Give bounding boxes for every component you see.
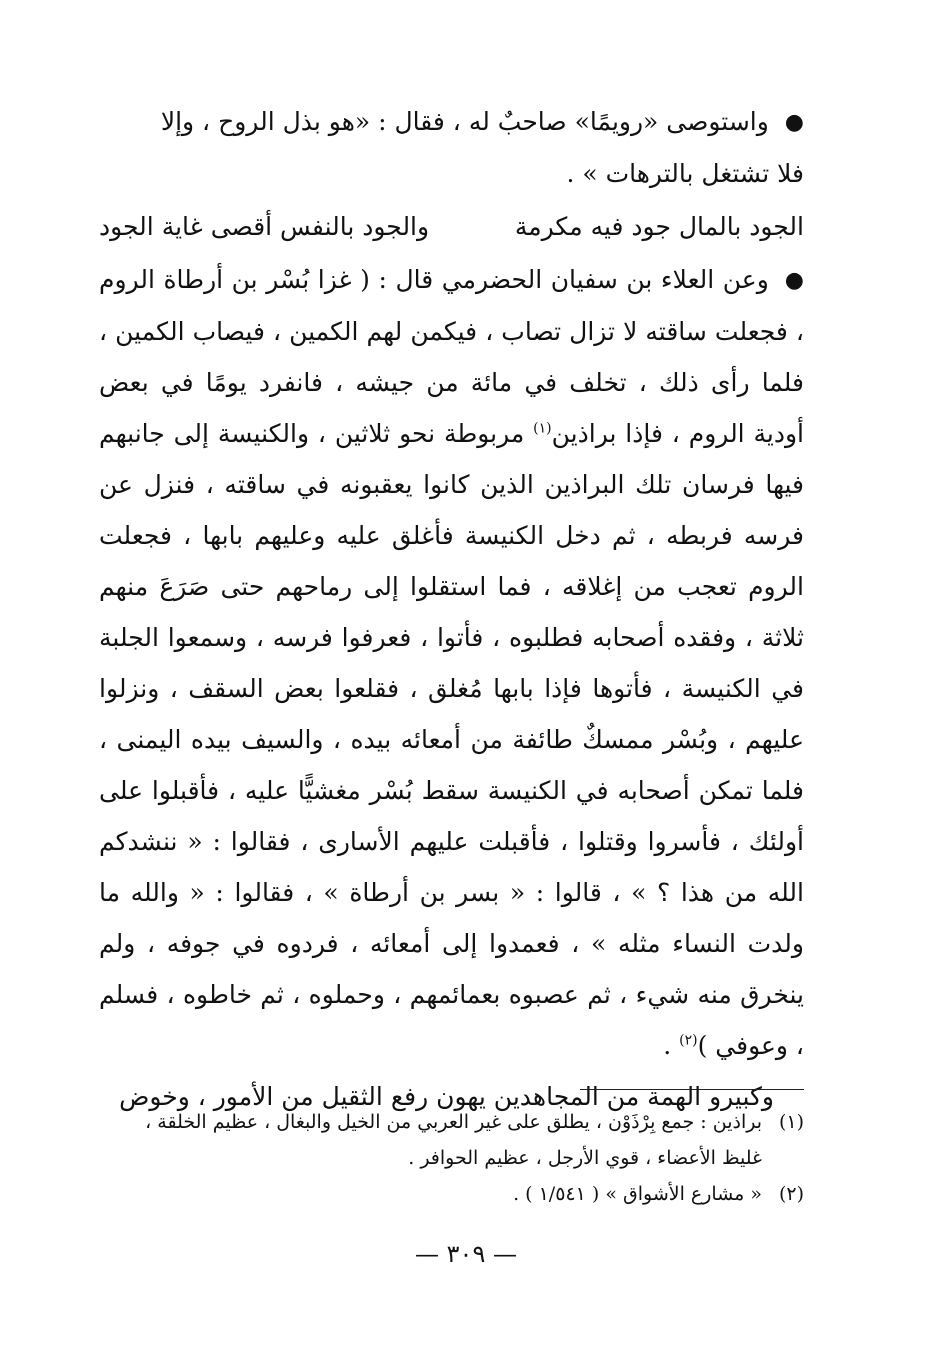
poem-verse xyxy=(99,201,804,252)
bullet-icon: ● xyxy=(784,268,804,293)
footnote-1-line-1: براذين : جمع بِرْذَوْن ، يطلق على غير العربي من الخيل والبغال ، عظيم الخلقة ، xyxy=(145,1111,762,1133)
footnote-2 xyxy=(99,1176,804,1212)
footnote-ref-2[interactable]: (٢) xyxy=(679,1032,698,1049)
footnote-divider xyxy=(580,1089,804,1090)
poem-first-hemistich: الجود بالمال جود فيه مكرمة xyxy=(514,212,804,241)
footnote-1-number: (١) xyxy=(778,1111,804,1133)
footnote-1-line-2: غليظ الأعضاء ، قوي الأرجل ، عظيم الحوافر . xyxy=(408,1147,762,1169)
footnote-1 xyxy=(99,1104,804,1140)
paragraph-3-line: وكبيرو الهمة من المجاهدين يهون رفع الثقيل من الأمور ، وخوض xyxy=(119,1082,774,1111)
paragraph-2-text-a: وعن العلاء بن سفيان الحضرمي قال : ( غزا بُسْر بن أرطاة الروم ، فجعلت ساقته لا تزال تصاب ، فيكمن لهم الكمين ، فيصاب الكمين ، فلما رأى ذلك ، تخلف في مائة من جيشه ، فانفرد يومًا في بعض أودية الروم ، فإذا براذين xyxy=(99,265,804,448)
footnote-ref-1[interactable]: (١) xyxy=(533,420,552,437)
paragraph-1 xyxy=(99,96,804,199)
paragraph-1-line-1: واستوصى «رويمًا» صاحبٌ له ، فقال : «هو بذل الروح ، وإلا xyxy=(160,107,769,136)
paragraph-2-end: . xyxy=(663,1031,680,1060)
paragraph-1-line-2: فلا تشتغل بالترهات » . xyxy=(566,159,804,188)
footnote-2-number: (٢) xyxy=(778,1183,804,1205)
paragraph-2-text-b: مربوطة نحو ثلاثين ، والكنيسة إلى جانبهم فيها فرسان تلك البراذين الذين كانوا يعقبونه في ساقته ، فنزل عن فرسه فربطه ، ثم دخل الكنيسة فأغلق عليه وعليهم بابها ، فجعلت الروم تعجب من إغلاقه ، فما استقلوا إلى رماحهم حتى صَرَعَ منهم ثلاثة ، وفقده أصحابه فطلبوه ، فأتوا ، فعرفوا فرسه ، وسمعوا الجلبة في الكنيسة ، فأتوها فإذا بابها مُغلق ، فقلعوا بعض السقف ، ونزلوا عليهم ، وبُسْر ممسكٌ طائفة من أمعائه بيده ، والسيف بيده اليمنى ، فلما تمكن أصحابه في الكنيسة سقط بُسْر مغشيًّا عليه ، فأقبلوا على أولئك ، فأسروا وقتلوا ، فأقبلت عليهم الأسارى ، فقالوا : « ننشدكم الله من هذا ؟ » ، قالوا : « بسر بن أرطاة » ، فقالوا : « والله ما ولدت النساء مثله » ، فعمدوا إلى أمعائه ، فردوه في جوفه ، ولم ينخرق منه شيء ، ثم عصبوه بعمائمهم ، وحملوه ، ثم خاطوه ، فسلم ، وعوفي ) xyxy=(99,419,804,1060)
page-number: — ٣٠٩ — xyxy=(415,1240,517,1268)
paragraph-2 xyxy=(99,254,804,1071)
bullet-icon: ● xyxy=(784,110,804,135)
footnotes-section xyxy=(99,1104,804,1212)
footnote-2-text: « مشارع الأشواق » ( ١/٥٤١ ) . xyxy=(513,1183,762,1205)
poem-second-hemistich: والجود بالنفس أقصى غاية الجود xyxy=(99,212,430,241)
footnote-1-continuation xyxy=(99,1140,804,1176)
main-text-body xyxy=(99,96,804,1122)
